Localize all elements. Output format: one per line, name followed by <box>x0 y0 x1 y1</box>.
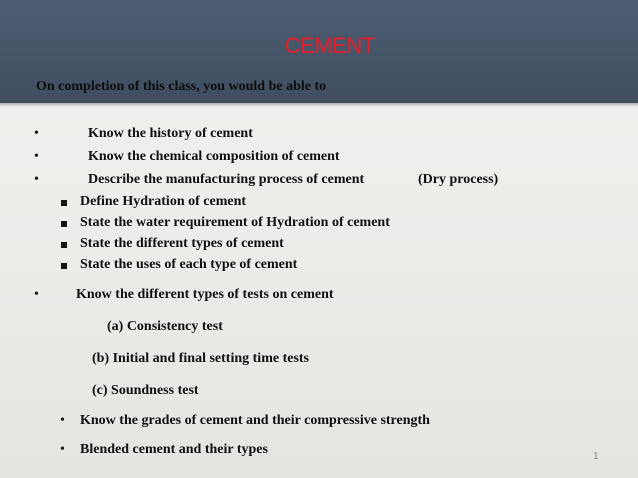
sub-objective-text: State the uses of each type of cement <box>80 257 298 272</box>
slide-title: CEMENT <box>285 33 375 58</box>
objective-text: Know the chemical composition of cement <box>88 149 340 164</box>
sub-objective-text: Define Hydration of cement <box>80 194 247 209</box>
test-item: (c) Soundness test <box>92 383 199 398</box>
objective-note: (Dry process) <box>418 172 499 187</box>
bullet-marker: • <box>34 126 39 141</box>
tests-heading-text: Know the different types of tests on cement <box>76 287 334 302</box>
sub-objective-text: State the different types of cement <box>80 236 284 251</box>
bullet-marker: • <box>60 442 65 457</box>
bullet-marker: • <box>60 413 65 428</box>
bullet-marker: • <box>34 287 39 302</box>
test-item: (b) Initial and final setting time tests <box>92 351 309 366</box>
square-bullet-icon <box>61 200 67 206</box>
bullet-marker: • <box>34 172 39 187</box>
page-number: 1 <box>593 451 599 462</box>
square-bullet-icon <box>61 263 67 269</box>
objective-text: Describe the manufacturing process of cement <box>88 172 365 187</box>
final-item-text: Know the grades of cement and their compressive strength <box>80 413 430 428</box>
slide-subtitle: On completion of this class, you would be able to <box>36 79 327 94</box>
square-bullet-icon <box>61 221 67 227</box>
bullet-marker: • <box>34 149 39 164</box>
square-bullet-icon <box>61 242 67 248</box>
test-item: (a) Consistency test <box>107 319 223 334</box>
sub-objective-text: State the water requirement of Hydration of cement <box>80 215 390 230</box>
final-item-text: Blended cement and their types <box>80 442 268 457</box>
objective-text: Know the history of cement <box>88 126 253 141</box>
header-shadow <box>0 103 638 107</box>
